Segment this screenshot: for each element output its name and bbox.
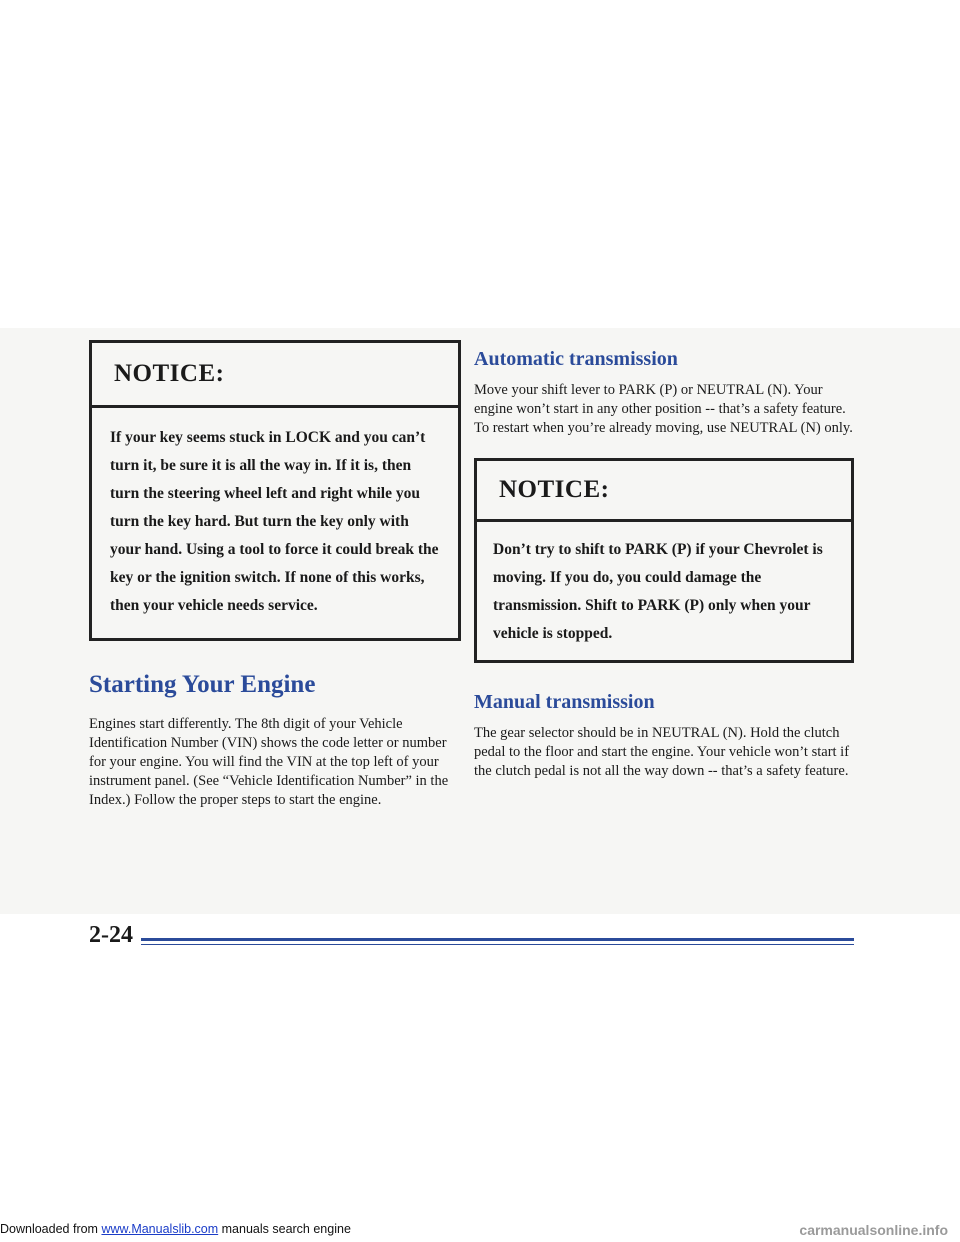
manualslib-link[interactable]: www.Manualslib.com	[101, 1222, 219, 1236]
site-watermark: carmanualsonline.info	[799, 1222, 948, 1238]
automatic-transmission-paragraph: Move your shift lever to PARK (P) or NEUTRAL (N). Your engine won’t start in any other position -- that’s a safety feature. To restart when you’re already moving, use NEUTRAL (N) only.	[474, 382, 853, 436]
ignition-notice-box	[89, 340, 461, 641]
watermark-prefix: Downloaded from	[0, 1222, 102, 1236]
park-notice-box	[474, 458, 854, 663]
left-column	[89, 340, 461, 810]
footer-rule	[141, 938, 854, 941]
notice-text: Don’t try to shift to PARK (P) if your Chevrolet is moving. If you do, you could damage the transmission. Shift to PARK (P) only when your vehicle is stopped.	[493, 541, 823, 642]
manual-page	[0, 328, 960, 948]
manual-transmission-paragraph: The gear selector should be in NEUTRAL (N). Hold the clutch pedal to the floor and start the engine. Your vehicle won’t start if the clutch pedal is not all the way down -- that’s a safety feature.	[474, 725, 850, 779]
notice-text: If your key seems stuck in LOCK and you can’t turn it, be sure it is all the way in. If it is, then turn the steering wheel left and right while you turn the key hard. But turn the key only with your hand. Using a tool to force it could break the key or the ignition switch. If none of this works, then your vehicle needs service.	[110, 429, 439, 614]
subheading-manual-transmission: Manual transmission	[474, 691, 655, 713]
footer-rule-thin	[141, 944, 854, 945]
page-number: 2-24	[89, 922, 133, 948]
section-heading-starting-engine: Starting Your Engine	[89, 671, 316, 698]
page-footer	[89, 922, 854, 962]
right-column	[474, 348, 854, 781]
download-watermark	[0, 1222, 351, 1236]
watermark-suffix: manuals search engine	[218, 1222, 351, 1236]
notice-title: NOTICE:	[477, 461, 851, 522]
notice-title: NOTICE:	[92, 343, 458, 408]
subheading-automatic-transmission: Automatic transmission	[474, 348, 678, 370]
starting-engine-paragraph: Engines start differently. The 8th digit of your Vehicle Identification Number (VIN) shows the code letter or number for your engine. You will find the VIN at the top left of your instrument panel. (See “Vehicle Identification Number” in the Index.) Follow the proper steps to start the engine.	[89, 716, 449, 808]
